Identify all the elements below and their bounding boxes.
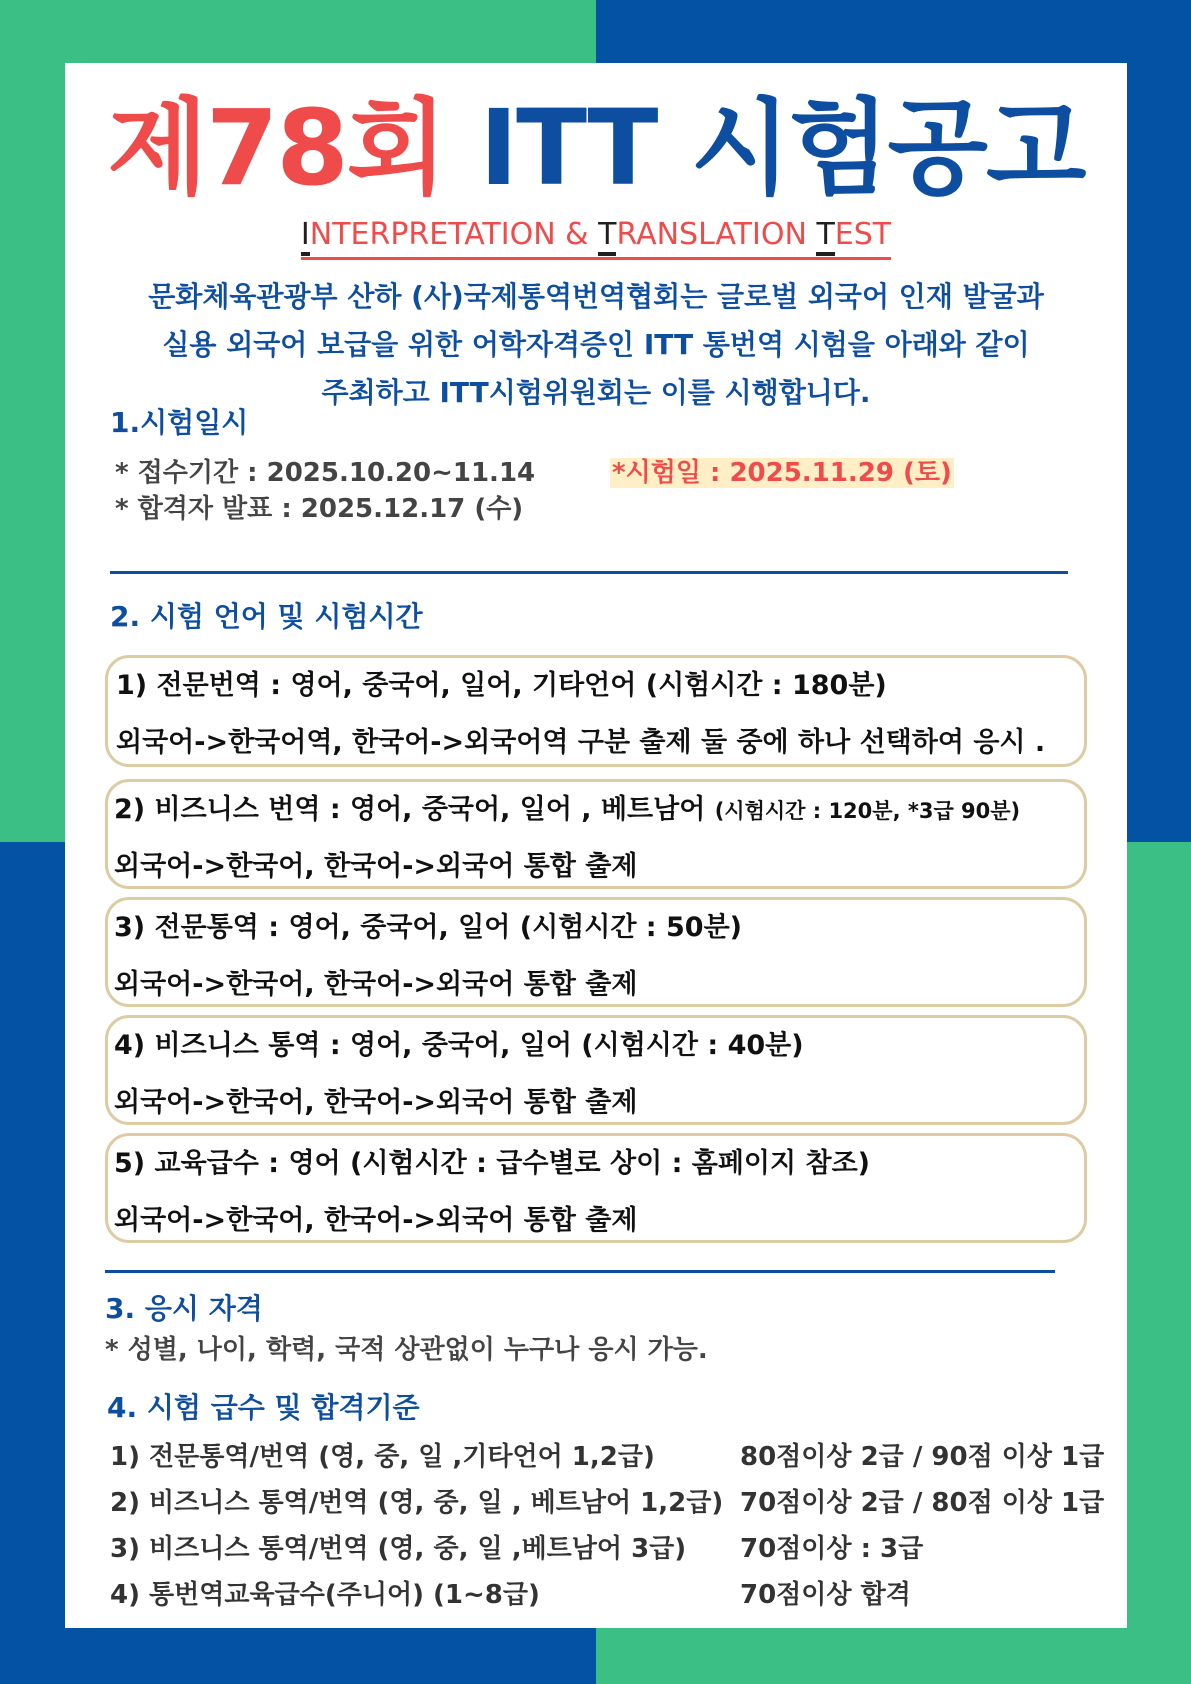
section3-heading: 3. 응시 자격 [105,1292,263,1325]
exam-item-desc: 외국어->한국어, 한국어->외국어 통합 출제 [114,851,638,882]
exam-item-title [114,900,1084,957]
subtitle-part: EST [834,217,892,252]
result-announcement: * 합격자 발표 : 2025.12.17 (수) [115,494,524,524]
section2-heading: 2. 시험 언어 및 시험시간 [110,600,423,633]
divider [110,571,1068,574]
notice-card [65,63,1127,1628]
intro-line: 문화체육관광부 산하 (사)국제통역번역협회는 글로벌 외국어 인재 발굴과 [148,280,1044,313]
exam-item-line1: 4) 비즈니스 통역 : 영어, 중국어, 일어 (시험시간 : 40분) [114,1030,804,1061]
exam-date: *시험일 : 2025.11.29 (토) [612,458,952,488]
intro-line: 실용 외국어 보급을 위한 어학자격증인 ITT 통번역 시험을 아래와 같이 [162,328,1030,361]
page-title [65,83,1127,213]
divider [105,1270,1055,1273]
grade-level: 4) 통번역교육급수(주니어) (1~8급) [110,1580,540,1610]
pass-criteria: 80점이상 2급 / 90점 이상 1급 [740,1442,1105,1472]
exam-item-5 [105,1133,1087,1243]
pass-criteria: 70점이상 2급 / 80점 이상 1급 [740,1488,1105,1518]
title-main: ITT 시험공고 [479,87,1085,209]
subtitle [65,215,1127,260]
exam-item-title [114,1018,1084,1075]
section4-heading: 4. 시험 급수 및 합격기준 [107,1391,420,1424]
grade-level: 3) 비즈니스 통역/번역 (영, 중, 일 ,베트남어 3급) [110,1534,687,1564]
grade-level: 2) 비즈니스 통역/번역 (영, 중, 일 , 베트남어 1,2급) [110,1488,724,1518]
exam-item-3 [105,897,1087,1007]
subtitle-part: T [816,217,834,256]
exam-item-desc: 외국어->한국어역, 한국어->외국어역 구분 출제 둘 중에 하나 선택하여 응시 . [116,727,1046,758]
pass-criteria: 70점이상 합격 [740,1580,911,1610]
exam-item-time: (시험시간 : 120분, *3급 90분) [714,799,1021,823]
exam-item-line1: 3) 전문통역 : 영어, 중국어, 일어 (시험시간 : 50분) [114,912,742,943]
exam-item-1 [105,655,1087,767]
intro-line: 주최하고 ITT시험위원회는 이를 시행합니다. [321,376,871,409]
exam-item-title [114,1136,1084,1193]
intro-paragraph [95,273,1097,417]
exam-item-desc: 외국어->한국어, 한국어->외국어 통합 출제 [114,969,638,1000]
subtitle-part: T [598,217,616,256]
subtitle-text [301,215,891,260]
pass-criteria: 70점이상 : 3급 [740,1534,924,1564]
eligibility-text: * 성별, 나이, 학력, 국적 상관없이 누구나 응시 가능. [105,1335,708,1365]
title-edition: 제78회 [107,87,446,209]
subtitle-part: RANSLATION [616,217,817,252]
exam-item-title [114,782,1084,839]
subtitle-part: I [301,217,310,256]
exam-item-2 [105,779,1087,889]
exam-item-line1: 2) 비즈니스 번역 : 영어, 중국어, 일어 , 베트남어 [114,794,715,825]
registration-period: * 접수기간 : 2025.10.20~11.14 [115,458,536,488]
exam-item-desc: 외국어->한국어, 한국어->외국어 통합 출제 [114,1087,638,1118]
grade-level: 1) 전문통역/번역 (영, 중, 일 ,기타언어 1,2급) [110,1442,655,1472]
subtitle-part: NTERPRETATION & [309,217,599,252]
section1-heading: 1.시험일시 [110,406,249,439]
exam-item-4 [105,1015,1087,1125]
exam-item-title [116,658,1084,715]
exam-item-line1: 5) 교육급수 : 영어 (시험시간 : 급수별로 상이 : 홈페이지 참조) [114,1148,871,1179]
exam-date-highlight [610,455,954,494]
exam-item-line1: 1) 전문번역 : 영어, 중국어, 일어, 기타언어 (시험시간 : 180분) [116,670,887,701]
exam-item-desc: 외국어->한국어, 한국어->외국어 통합 출제 [114,1205,638,1236]
